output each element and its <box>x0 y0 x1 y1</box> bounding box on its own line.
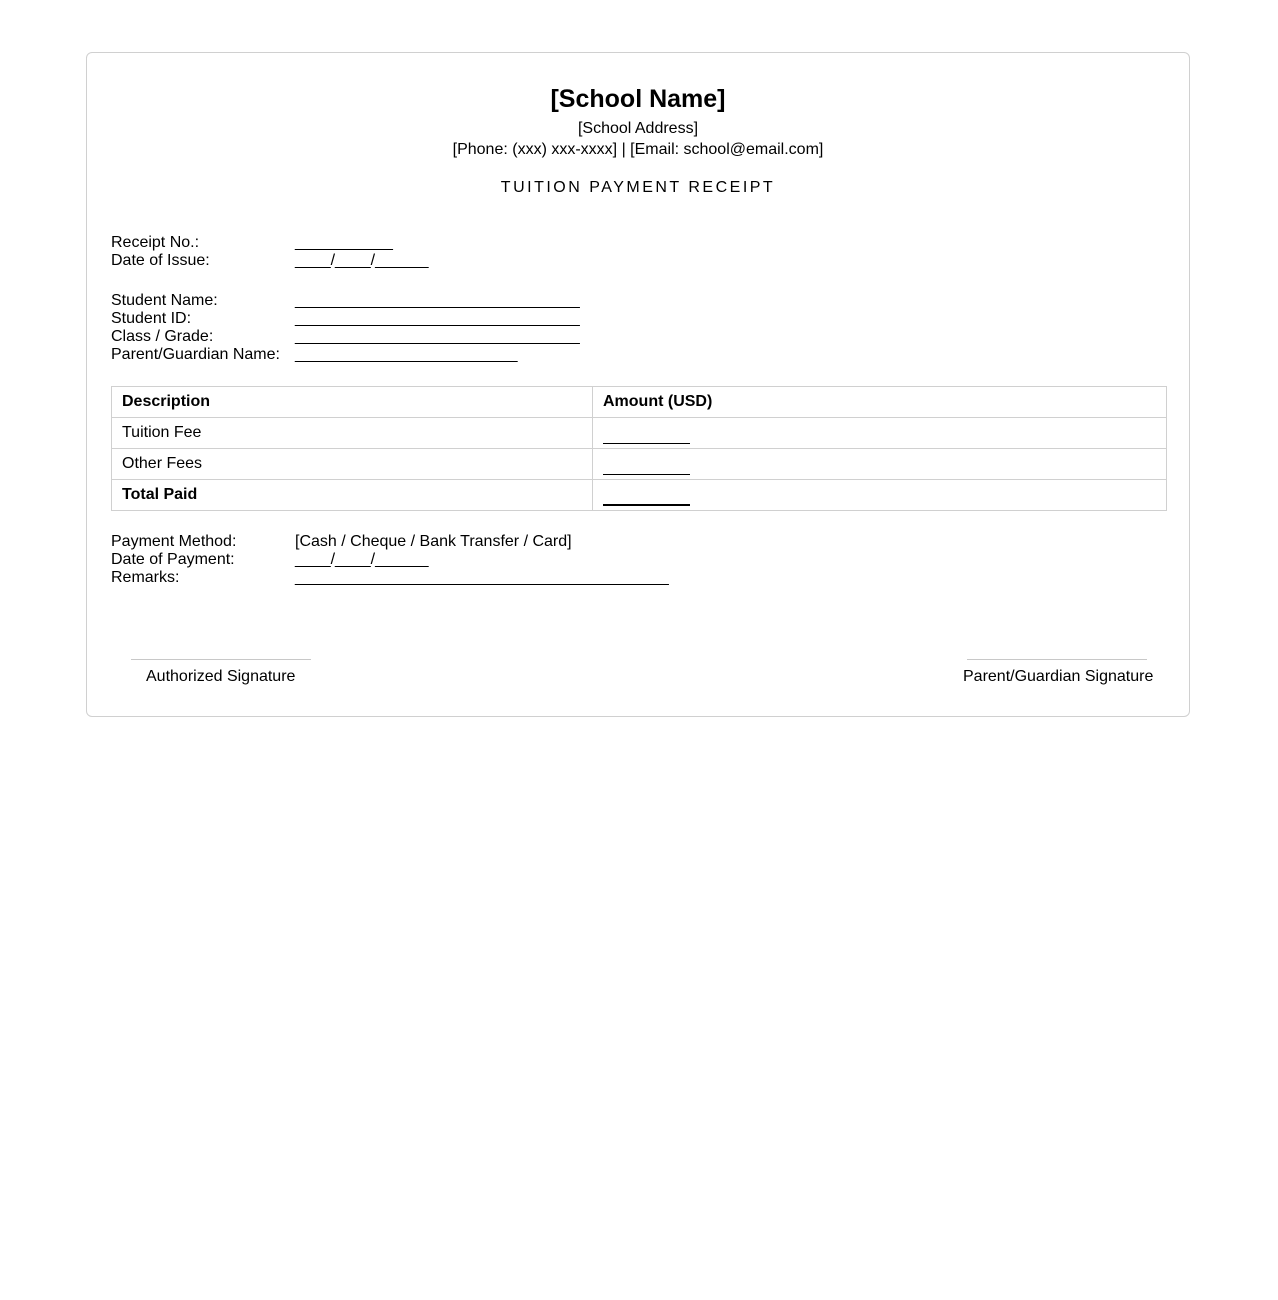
student-name-label: Student Name: <box>111 292 218 309</box>
guardian-signature-line[interactable] <box>967 659 1147 660</box>
row-amount <box>593 449 1167 480</box>
header-description: Description <box>112 387 593 418</box>
authorized-signature-line[interactable] <box>131 659 311 660</box>
authorized-signature-label: Authorized Signature <box>146 668 296 685</box>
student-id-label: Student ID: <box>111 310 192 327</box>
class-grade-field[interactable]: ________________________________ <box>295 328 580 345</box>
date-of-issue-label: Date of Issue: <box>111 252 210 269</box>
row-amount <box>593 418 1167 449</box>
other-fees-amount-field[interactable] <box>603 460 690 475</box>
class-grade-label: Class / Grade: <box>111 328 214 345</box>
guardian-name-label: Parent/Guardian Name: <box>111 346 280 363</box>
row-description: Other Fees <box>112 449 593 480</box>
student-id-field[interactable]: ________________________________ <box>295 310 580 327</box>
student-name-field[interactable]: ________________________________ <box>295 292 580 309</box>
guardian-signature-label: Parent/Guardian Signature <box>963 668 1154 685</box>
tuition-fee-amount-field[interactable] <box>603 429 690 444</box>
table-row <box>112 449 1167 480</box>
receipt-no-label: Receipt No.: <box>111 234 200 251</box>
payment-method-field[interactable]: [Cash / Cheque / Bank Transfer / Card] <box>295 533 572 550</box>
table-row <box>112 418 1167 449</box>
school-name: [School Name] <box>550 85 726 113</box>
receipt-no-field[interactable]: ___________ <box>295 234 393 251</box>
date-of-payment-field[interactable]: ____/____/______ <box>295 551 429 568</box>
table-row-total <box>112 480 1167 511</box>
date-of-issue-field[interactable]: ____/____/______ <box>295 252 429 269</box>
row-amount <box>593 480 1167 511</box>
school-contact: [Phone: (xxx) xxx-xxxx] | [Email: school@email.com] <box>452 141 824 158</box>
receipt-title: TUITION PAYMENT RECEIPT <box>500 179 776 196</box>
total-paid-amount-field[interactable] <box>603 490 690 506</box>
school-address: [School Address] <box>577 120 699 137</box>
header-amount: Amount (USD) <box>593 387 1167 418</box>
remarks-label: Remarks: <box>111 569 180 586</box>
receipt-card <box>86 52 1190 717</box>
fees-table <box>111 386 1167 511</box>
payment-method-label: Payment Method: <box>111 533 237 550</box>
row-description: Total Paid <box>112 480 593 511</box>
remarks-field[interactable]: __________________________________________ <box>295 569 669 586</box>
guardian-name-field[interactable]: _________________________ <box>295 346 518 363</box>
table-header-row <box>112 387 1167 418</box>
row-description: Tuition Fee <box>112 418 593 449</box>
date-of-payment-label: Date of Payment: <box>111 551 235 568</box>
